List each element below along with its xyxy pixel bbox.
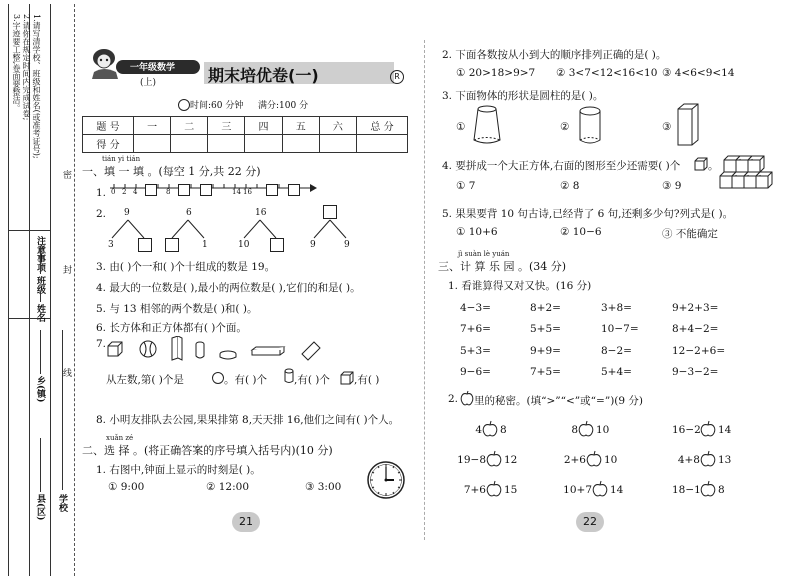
compare-right: 10 [604, 454, 618, 466]
cylinder-icon [284, 368, 294, 384]
county-label: 县(区) [35, 494, 45, 521]
question-7-text-a: 从左数,第( )个是 [106, 374, 184, 386]
score-cell[interactable] [319, 135, 356, 153]
choice-4-option-2[interactable]: ② 8 [560, 180, 580, 192]
question-5: 5. 与 13 相邻的两个数是( )和( )。 [96, 303, 258, 315]
calc-item[interactable]: 7+6= [460, 323, 491, 335]
solid-shapes-row [106, 336, 326, 362]
apple-answer-slot[interactable] [700, 480, 716, 502]
clock-face [366, 460, 406, 500]
answer-box[interactable] [138, 238, 152, 252]
choice-4-option-1[interactable]: ① 7 [456, 180, 476, 192]
bucket-icon [472, 104, 502, 146]
class-field-line[interactable] [40, 246, 41, 274]
choice-5-option-1[interactable]: ① 10+6 [456, 226, 498, 238]
compare-left: 4 [475, 424, 482, 436]
tree-top-value: 16 [255, 208, 267, 218]
tree-bottom-value: 10 [238, 240, 250, 250]
question-label: 1. [96, 187, 107, 199]
compare-left: 10+7 [563, 484, 592, 496]
table-cell: 二 [171, 117, 208, 135]
apple-answer-slot[interactable] [700, 420, 716, 442]
compare-left: 19−8 [457, 454, 486, 466]
calc-item[interactable]: 9+2+3= [672, 302, 719, 314]
section-1-pinyin: tián yi tián [102, 155, 141, 163]
tick-label: 14 [232, 188, 241, 196]
choice-4-end: 。 [708, 160, 719, 172]
page-number: 22 [576, 512, 604, 532]
calc-item[interactable]: 8−2= [601, 345, 632, 357]
choice-3-option-3[interactable]: ③ [662, 121, 672, 133]
choice-5: 5. 果果要背 10 句古诗,已经背了 6 句,还剩多少句?列式是( )。 [442, 208, 734, 220]
table-cell: 得 分 [83, 135, 134, 153]
score-cell[interactable] [245, 135, 282, 153]
score-table [82, 116, 408, 153]
choice-2: 2. 下面各数按从小到大的顺序排列正确的是( )。 [442, 49, 667, 61]
calc-item[interactable]: 7+5= [530, 366, 561, 378]
answer-box[interactable] [266, 184, 278, 196]
question-3: 3. 由( )个一和( )个十组成的数是 19。 [96, 261, 276, 273]
county-field-line[interactable] [40, 438, 41, 492]
apple-answer-slot[interactable] [486, 450, 502, 472]
choice-3-option-2[interactable]: ② [560, 121, 570, 133]
score-table-header-row [83, 117, 408, 135]
compare-right: 12 [504, 454, 518, 466]
question-7-text-c: ,有( )个 [294, 374, 330, 386]
table-cell: 三 [208, 117, 245, 135]
answer-box[interactable] [178, 184, 190, 196]
class-label: 班级 [35, 276, 45, 294]
number-line [106, 180, 318, 202]
tick-label: 2 [122, 188, 127, 196]
apple-answer-slot[interactable] [482, 420, 498, 442]
school-label: 学校 [57, 494, 67, 512]
secret-title: 里的秘密。(填“>”“<”或“=”)(9 分) [474, 395, 644, 407]
answer-box[interactable] [200, 184, 212, 196]
choice-5-option-3[interactable]: ③ 不能确定 [662, 228, 718, 240]
cube-stack-figure [718, 154, 776, 196]
calc-item[interactable]: 9+9= [530, 345, 561, 357]
seal-char: 线 [61, 368, 71, 377]
tree-top-value: 9 [124, 208, 130, 218]
table-cell: 六 [319, 117, 356, 135]
calc-item[interactable]: 3+8= [601, 302, 632, 314]
page-fold [424, 40, 425, 540]
choice-2-option-2[interactable]: ② 3<7<12<16<10 [556, 67, 658, 79]
tick-label: 0 [111, 188, 116, 196]
table-cell: 总 分 [357, 117, 408, 135]
school-field-line[interactable] [62, 330, 63, 490]
badge-top-text: 一年级数学 [130, 63, 176, 73]
apple-answer-slot[interactable] [586, 450, 602, 472]
question-label: 2. [96, 208, 107, 220]
apple-icon [460, 390, 474, 410]
town-field-line[interactable] [40, 330, 41, 374]
compare-left: 16−2 [672, 424, 701, 436]
tick-label: 8 [166, 188, 171, 196]
apple-answer-slot[interactable] [486, 480, 502, 502]
choice-1-option-3[interactable]: ③ 3:00 [305, 481, 342, 493]
score-cell[interactable] [171, 135, 208, 153]
calc-item[interactable]: 9−6= [460, 366, 491, 378]
clock-icon [178, 99, 190, 111]
answer-box[interactable] [323, 205, 337, 219]
section-3-title: 三、计 算 乐 园 。(34 分) [438, 260, 567, 273]
cylinder-icon [578, 106, 602, 146]
calc-item[interactable]: 5+4= [601, 366, 632, 378]
score-cell[interactable] [134, 135, 171, 153]
tree-bottom-value: 9 [310, 240, 316, 250]
section-3-pinyin: jì suàn lè yuán [458, 250, 510, 258]
answer-box[interactable] [145, 184, 157, 196]
calc-title: 1. 看谁算得又对又快。(16 分) [448, 280, 592, 292]
apple-answer-slot[interactable] [592, 480, 608, 502]
cube-icon [694, 156, 708, 170]
seal-line [74, 4, 75, 576]
tick-label: 16 [243, 188, 252, 196]
score-cell[interactable] [208, 135, 245, 153]
margin-divider [8, 230, 50, 231]
town-label: 乡(镇) [35, 376, 45, 403]
choice-3: 3. 下面物体的形状是圆柱的是( )。 [442, 90, 604, 102]
question-8: 8. 小明友排队去公园,果果排第 8,天天排 16,他们之间有( )个人。 [96, 414, 400, 426]
calc-item[interactable]: 5+3= [460, 345, 491, 357]
answer-box[interactable] [288, 184, 300, 196]
notice-title: 注意事项 [35, 236, 45, 272]
apple-answer-slot[interactable] [700, 450, 716, 472]
compare-right: 10 [596, 424, 610, 436]
choice-3-option-1[interactable]: ① [456, 121, 466, 133]
margin-border-outer [8, 4, 9, 576]
tree-bottom-value: 9 [344, 240, 350, 250]
seal-char: 封 [61, 265, 71, 274]
question-4: 4. 最大的一位数是( ),最小的两位数是( ),它们的和是( )。 [96, 282, 361, 294]
choice-2-option-1[interactable]: ① 20>18>9>7 [456, 67, 536, 79]
calc-item[interactable]: 8+2= [530, 302, 561, 314]
cube-icon [340, 370, 354, 384]
compare-left: 7+6 [463, 484, 486, 496]
full-score: 满分:100 分 [258, 101, 309, 111]
sphere-icon [212, 370, 224, 384]
score-table-score-row [83, 135, 408, 153]
tick-label: 4 [133, 188, 138, 196]
table-cell: 五 [282, 117, 319, 135]
compare-left: 18−1 [672, 484, 701, 496]
compare-right: 14 [718, 424, 732, 436]
answer-box[interactable] [270, 238, 284, 252]
calc-item[interactable]: 10−7= [601, 323, 639, 335]
score-cell[interactable] [357, 135, 408, 153]
choice-1-option-1[interactable]: ① 9:00 [108, 481, 145, 493]
section-1-title: 一、填 一 填 。(每空 1 分,共 22 分) [82, 165, 261, 178]
compare-right: 14 [610, 484, 624, 496]
tree-top-value: 6 [186, 208, 192, 218]
calc-item[interactable]: 12−2+6= [672, 345, 726, 357]
name-label: 姓名 [35, 304, 45, 322]
question-7-text-d: ,有( ) [354, 374, 380, 386]
margin-border-info [50, 4, 51, 576]
cuboid-icon [676, 102, 700, 146]
registered-mark: R [390, 70, 404, 84]
answer-box[interactable] [165, 238, 179, 252]
notice-lines: 1.请写清学校、班级和姓名(或准考证号); 2.请你在规定时间内完成试卷; 3.字迹要工整,卷面要整洁。 [12, 14, 41, 159]
choice-1-option-2[interactable]: ② 12:00 [206, 481, 250, 493]
compare-right: 8 [718, 484, 725, 496]
badge-sub-text: (上) [140, 78, 157, 88]
compare-right: 13 [718, 454, 732, 466]
section-2-pinyin: xuǎn zé [106, 434, 134, 442]
calc-item[interactable]: 9−3−2= [672, 366, 719, 378]
apple-answer-slot[interactable] [578, 420, 594, 442]
choice-1: 1. 右图中,钟面上显示的时刻是( )。 [96, 464, 261, 476]
section-2-title: 二、选 择 。(将正确答案的序号填入括号内)(10 分) [82, 444, 333, 457]
seal-char: 密 [61, 170, 71, 179]
choice-4-option-3[interactable]: ③ 9 [662, 180, 682, 192]
tree-bottom-value: 1 [202, 240, 208, 250]
calc-item[interactable]: 4−3= [460, 302, 491, 314]
choice-4: 4. 要拼成一个大正方体,右面的图形至少还需要( )个 [442, 160, 681, 172]
secret-label: 2. [448, 393, 459, 405]
exam-title: 期末培优卷(一) [208, 66, 319, 85]
compare-left: 4+8 [677, 454, 700, 466]
compare-left: 8 [571, 424, 578, 436]
grade-badge [116, 60, 200, 74]
table-cell: 四 [245, 117, 282, 135]
calc-item[interactable]: 5+5= [530, 323, 561, 335]
choice-5-option-2[interactable]: ② 10−6 [560, 226, 602, 238]
time-limit: 时间:60 分钟 [190, 101, 244, 111]
question-label: 7. [96, 338, 107, 350]
score-cell[interactable] [282, 135, 319, 153]
name-field-line[interactable] [40, 292, 41, 302]
binding-margin [0, 0, 78, 580]
choice-2-option-3[interactable]: ③ 4<6<9<14 [662, 67, 735, 79]
compare-right: 15 [504, 484, 518, 496]
table-cell: 一 [134, 117, 171, 135]
question-6: 6. 长方体和正方体都有( )个面。 [96, 322, 247, 334]
compare-right: 8 [500, 424, 507, 436]
page-number: 21 [232, 512, 260, 532]
table-cell: 题 号 [83, 117, 134, 135]
question-7-text-b: 。有( )个 [224, 374, 268, 386]
calc-item[interactable]: 8+4−2= [672, 323, 719, 335]
compare-left: 2+6 [563, 454, 586, 466]
tree-bottom-value: 3 [108, 240, 114, 250]
